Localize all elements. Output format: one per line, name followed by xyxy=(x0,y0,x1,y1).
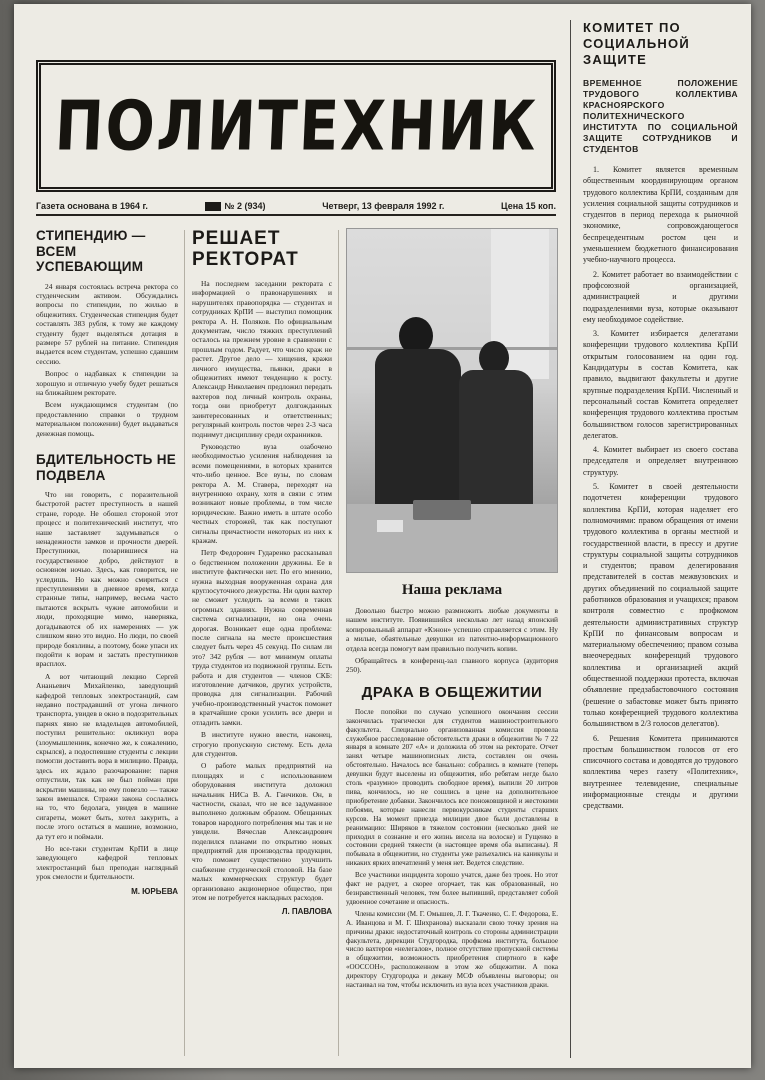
article-body-committee xyxy=(583,164,738,812)
paragraph: Вопрос о надбавках к стипендии за хорошую и отличную учебу будет решаться на ближайшем ректорате. xyxy=(36,369,178,397)
article-body-fight xyxy=(346,708,558,990)
column-center xyxy=(346,228,558,1058)
column-rule-2 xyxy=(338,230,339,1056)
article-body-stipend xyxy=(36,282,178,439)
paragraph: 5. Комитет в своей деятельности подотчетен конференции трудового коллектива КрПИ, которая наделяет его полномочиями: правом обращения от имени трудового коллектива в органы местной и государственной власти, в прессу и другие структуры социальной защиты сотрудников и студентов; правом делегирования представителей в состав межвузовских и других объединений по социальной защите работников образования и учащихся; правом контроля совместно с профкомом деятельности административных структур КрПИ по финансовым вопросам и материальному обеспечению; правом созыва внеочередных конференций трудового коллектива и организацией акций общественной поддержки протеста, включая объявление предзабастовочного состояния (решение о забастовке может быть принято только конференцией трудового коллектива большинством в 2/3 голосов делегатов). xyxy=(583,482,738,729)
issue-label: № 2 (934) xyxy=(224,201,266,211)
article-title-committee: КОМИТЕТ ПО СОЦИАЛЬНОЙ ЗАЩИТЕ xyxy=(583,20,690,67)
news-photo xyxy=(346,228,558,573)
article-title-stipend: СТИПЕНДИЮ — ВСЕМ УСПЕВАЮЩИМ xyxy=(36,228,146,274)
paragraph: 3. Комитет избирается делегатами конференции трудового коллектива КрПИ открытым голосованием на один год. Кандидатуры в состав Комитета, как правило, выдвигают факультеты и другие крупные подразделения КрПИ. Численный и персональный состав Комитета определяет конференция трудового коллектива простым большинством голосов зарегистрированных делегатов. xyxy=(583,329,738,440)
photo-copier-device xyxy=(413,500,471,520)
paragraph: 2. Комитет работает во взаимодействии с профсоюзной организацией, администрацией и другими подразделениями вуза, которые оказывают ему необходимое содействие. xyxy=(583,269,738,324)
paragraph: О работе малых предприятий на площадях и с использованием оборудования института доложил начальник НИСа В. А. Ганчиков. Он, в частности, сказал, что не все задуманное выполнено должным образом. Обещанных товаров народного потребления мы так и не увидели. Вячеслав Александрович поделился планами по открытию новых предприятий для производства продукции, что поможет существенно улучшить снабжение студенческой столовой. На базе малых коммерческих структур будет организовано акционерное общество, при этом не потребуется накладных расходов. xyxy=(192,761,332,902)
article-title-vigilance: БДИТЕЛЬНОСТЬ НЕ ПОДВЕЛА xyxy=(36,452,177,483)
author-vigilance: М. ЮРЬЕВА xyxy=(131,886,178,896)
column-left xyxy=(36,228,178,1058)
newspaper-title: ПОЛИТЕХНИК xyxy=(52,85,540,167)
paragraph: 6. Решения Комитета принимаются простым большинством голосов от его списочного состава и доводятся до трудового коллектива через газету «Политехник», внутреннее телевидение, специальные информационные стенды и другими средствами. xyxy=(583,733,738,811)
founded-note: Газета основана в 1964 г. xyxy=(36,201,148,211)
paragraph: 24 января состоялась встреча ректора со студенческим активом. Обсуждались вопросы по стипендии, по жилью в общежитиях. Студенческая стипендия будет составлять 383 рубля, к тому же каждому студенту будет выделяться дотация в размере 57 рублей на питание. Стипендия выдается всем студентам, успешно сдавшим сессию. xyxy=(36,281,178,366)
column-rule-1 xyxy=(184,230,185,1056)
dateline xyxy=(36,198,556,216)
article-title-fight: ДРАКА В ОБЩЕЖИТИИ xyxy=(361,683,543,701)
article-title-rectorate: РЕШАЕТ РЕКТОРАТ xyxy=(192,228,299,270)
article-body-advert xyxy=(346,606,558,675)
paragraph: Что ни говорить, с поразительной быстротой растет преступность в нашей стране, городе. Не обошел стороной этот процесс и политехнический институт, что наше заставляет задумываться о ненадежности замков и прочности дверей. Преступники, позарившиеся на государственное добро, действуют в основном ночью. Здесь, как говорится, не уследишь. Но как можно смириться с преступлениями в дневное время, когда странные типы, например, весьма часто пытаются вскрыть чужие автомобили и люди, проходящие мимо, наверняка, догадываются об их намерениях — уж слишком явно это видно. Но люди, по своей природе боязливы, а поэтому, боже упаси их подойти к ворам и застать преступников врасплох. xyxy=(36,490,178,669)
article-body-vigilance xyxy=(36,490,178,882)
paragraph: Члены комиссии (М. Г. Омышев, Л. Г. Ткаченко, С. Г. Федорова, Е. А. Иванцова и М. Г. Шихранова) высказали свою точку зрения на причины драки: недостаточный контроль со стороны администрации факультета, дирекции Студгородка, профкома института, большое число вахтеров «нелегалов», полное отсутствие пропускной системы в общежитии, возможность приобретения спиртного в кафе «ООССОН», расположенном в этом же общежитии. А пока директору Студгородка и декану МСФ объявлены выговоры; он настаивал на том, чтобы исключить из вуза всех участников драки. xyxy=(346,909,558,990)
newspaper-page xyxy=(14,4,751,1068)
paragraph: 1. Комитет является временным общественным координирующим органом трудового коллектива КрПИ, созданным для усиления социальной защиты сотрудников и студентов в период перехода к рыночной экономике, сопровождающегося беспрецедентным ростом цен и уменьшением бюджетного финансирования учебно-научного процесса. xyxy=(583,165,738,265)
issue-number xyxy=(205,201,266,211)
paragraph: После попойки по случаю успешного окончания сессии закончилась трагически для студентов машиностроительного факультета. Специально организованная комиссия провела служебное расследование обстоятельств драки в общежитии № 7 22 января в комнате 207 «А» и доложила об этом на ректорате. Отчет занял четыре машинописных листа, составлен он очень обстоятельно. Началось все банально: собрались в комнате (теперь девушки будут выселены из общежития, ибо ребятам негде было столь «разумно» проводить свободное время), выпили 20 литров пива, кончилось, но не сошлись в цене на дополнительное приобретение добавки. Закончилось все поножовщиной и жестокими побоями, которые нанесли первокурсникам студенты старших курсов. На момент приезда милиции двое были доставлены в реанимацию: Ширяков в тяжелом состоянии (несколько дней не приходил в сознание и его жизнь висела на волоске) и Гущенко в состоянии средней тяжести (в настоящее время оба выписаны). Я побывала в общежитии, но студенты уже разъехались на каникулы и никаких ярких впечатлений у меня нет. Ведется следствие. xyxy=(346,707,558,868)
date-label: Четверг, 13 февраля 1992 г. xyxy=(322,201,445,211)
paragraph: На последнем заседании ректората с информацией о правонарушениях и нарушителях правопорядка — студентах и сотрудниках КрПИ — выступил помощник ректора А. Н. Поляков. По официальным документам, число тяжких преступлений осталось на прежнем уровне в сравнении с прошлым годом. Радует, что число краж не растет. Другое дело — хищения, кражи личного имущества, пьянки, драки в общежитиях имеют тенденцию к росту. Александр Николаевич предложил передать вахтеров под личный контроль охраны, тогда они приобретут долгожданных заинтересованных и ответственных; регулярный контроль постов через 2-3 часа поднимут дисциплину среди охранников. xyxy=(192,279,332,439)
issue-marker-box xyxy=(205,202,221,211)
masthead xyxy=(36,60,556,192)
article-subtitle-committee: ВРЕМЕННОЕ ПОЛОЖЕНИЕ ТРУДОВОГО КОЛЛЕКТИВА КРАСНОЯРСКОГО ПОЛИТЕХНИЧЕСКОГО ИНСТИТУТА ПО СОЦИАЛЬНОЙ ЗАЩИТЕ СОТРУДНИКОВ И СТУДЕНТОВ xyxy=(583,78,738,154)
paragraph: Всем нуждающимся студентам (по предоставлению справки о трудном материальном положении) будет выдаваться денежная помощь. xyxy=(36,400,178,438)
paragraph: В институте нужно ввести, наконец, строгую пропускную систему. Есть дела для студентов. xyxy=(192,730,332,758)
column-middle xyxy=(192,228,332,1058)
author-rectorate: Л. ПАВЛОВА xyxy=(281,907,332,917)
paragraph: А вот читающий лекцию Сергей Ананьевич Михайленко, заведующий кафедрой тепловых электростанций, сам недавно пострадавший от угона личного транспорта, увидев в окно в подозрительных парнях явно не владельцев автомобилей, поступил решительно: окликнул вора (злоумышленник, конечно же, к сожалению, скрылся), а подоспевшие студенты с лекции помогли доставить вора в милицию. Правда, здесь их ждало разочарование: парня отпустили, так как не был пойман при вскрытии машины, но ему повезло — также закон вмешался. Стражи закона сослались на то, что бедолага, увидев в машине сигареты, может быть, хотел закурить, а после этого остаться в машине, возможно, да тут его и поймали. xyxy=(36,671,178,841)
photo-paper-sheet xyxy=(377,520,403,532)
price-label: Цена 15 коп. xyxy=(501,201,556,211)
paragraph: Довольно быстро можно размножить любые документы в нашем институте. Появившийся несколько лет назад японский копировальный аппарат «Кэнон» успешно справляется с этим. Ну а милые, обаятельные девушки из патентно-информационного отдела всегда помогут вам правильно получить копии. xyxy=(346,606,558,653)
article-body-rectorate xyxy=(192,279,332,902)
paragraph: 4. Комитет выбирает из своего состава председателя и определяет внутреннюю структуру. xyxy=(583,445,738,477)
paragraph: Петр Федорович Гударенко рассказывал о бедственном положении дружины. Ее в институте фактически нет. По его мнению, нужна выходная вооруженная охрана для круглосуточного дежурства. Ни один вахтер не сможет уследить за всеми в таких огромных зданиях. Нужна современная система сигнализации, но она очень дорогая. Возникает еще одна проблема: после сигнала на месте происшествия следует быть через 45 секунд. По силам ли это? 342 рубля — вот минимум оплаты труда студентов из подвижной группы. Есть работа и для студентов — членов СКБ: изготовление датчиков, других устройств, проводка для сигнализации. Рабочий учебно-производственный участок поможет в кратчайшие сроки усилить все двери и отладить замки. xyxy=(192,548,332,727)
paragraph: Обращайтесь в конференц-зал главного корпуса (аудитория 250). xyxy=(346,656,558,675)
paragraph: Все участники инцидента хорошо учатся, даже без троек. Но этот факт не радует, а скорее огорчает, так как образованный, но безнравственный человек, тем более выпивший, представляет собой удвоенное сочетание и опасность. xyxy=(346,871,558,906)
article-title-advert: Наша реклама xyxy=(401,582,503,598)
paragraph: Руководство вуза озабочено необходимостью усиления наблюдения за всеми помещениями, в которых хранится что-либо ценное. Все вузы, по словам ректора А. М. Ставера, переходят на внутреннюю охрану, хотя в связи с этим возникают новые проблемы, в том числе юридические. Важно иметь в штате особо честных сторожей, так как поступают сигналы причастности некоторых из них к кражам. xyxy=(192,441,332,545)
photo-figure-left xyxy=(375,317,461,529)
column-right-committee xyxy=(570,20,738,1058)
paragraph: Но все-таки студентам КрПИ в лице заведующего кафедрой тепловых электростанций был преподан наглядный урок смелости и бдительности. xyxy=(36,844,178,882)
